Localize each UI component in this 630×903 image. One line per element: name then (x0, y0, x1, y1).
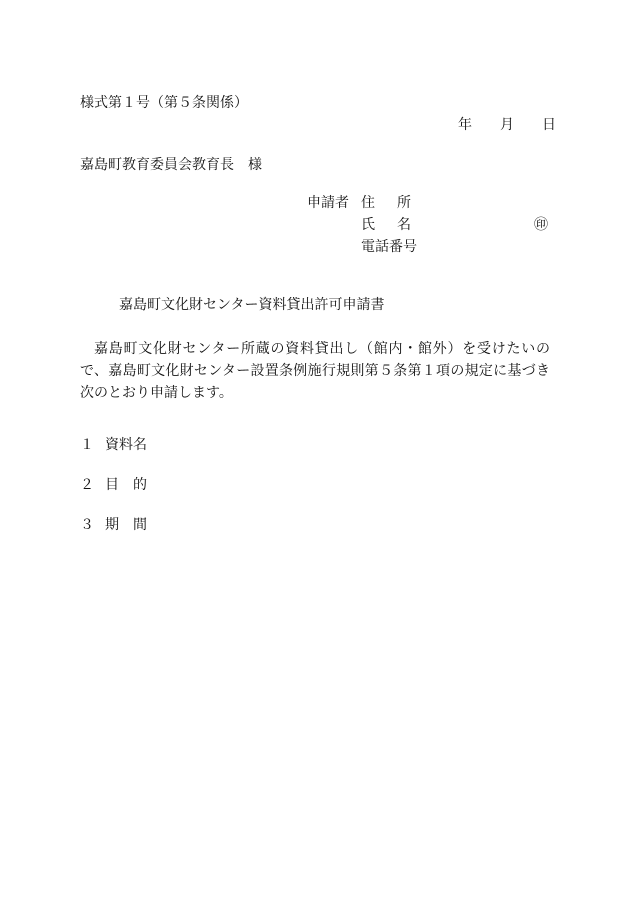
item-number-1: １ (80, 437, 94, 453)
item-label-2-char-2: 的 (133, 477, 147, 493)
name-label (361, 218, 411, 232)
name-label-char-2: 名 (397, 217, 411, 233)
item-number-2: ２ (80, 477, 94, 493)
date-line (458, 118, 556, 132)
addressee: 嘉島町教育委員会教育長 様 (80, 157, 262, 173)
document-title: 嘉島町文化財センター資料貸出許可申請書 (119, 297, 385, 313)
item-label-3-char-1: 期 (105, 517, 119, 533)
address-label-char-2: 所 (397, 195, 411, 211)
document-body (80, 338, 550, 404)
date-day-label: 日 (542, 117, 556, 133)
item-label-3 (105, 518, 147, 532)
date-year-label: 年 (458, 117, 472, 133)
item-label-2 (105, 478, 147, 492)
item-number-3: ３ (80, 517, 94, 533)
seal-mark: ㊞ (534, 217, 548, 233)
address-label-char-1: 住 (361, 195, 375, 211)
name-label-char-1: 氏 (361, 217, 375, 233)
form-number: 様式第１号（第５条関係） (80, 95, 248, 111)
phone-label: 電話番号 (361, 239, 417, 255)
date-month-label: 月 (500, 117, 514, 133)
item-label-1: 資料名 (105, 437, 147, 453)
item-label-2-char-1: 目 (105, 477, 119, 493)
document-body-paragraph: 嘉島町文化財センター所蔵の資料貸出し（館内・館外）を受けたいので、嘉島町文化財センター設置条例施行規則第５条第１項の規定に基づき次のとおり申請します。 (80, 341, 550, 401)
address-label (361, 196, 411, 210)
applicant-label: 申請者 (307, 195, 349, 211)
item-label-3-char-2: 間 (133, 517, 147, 533)
